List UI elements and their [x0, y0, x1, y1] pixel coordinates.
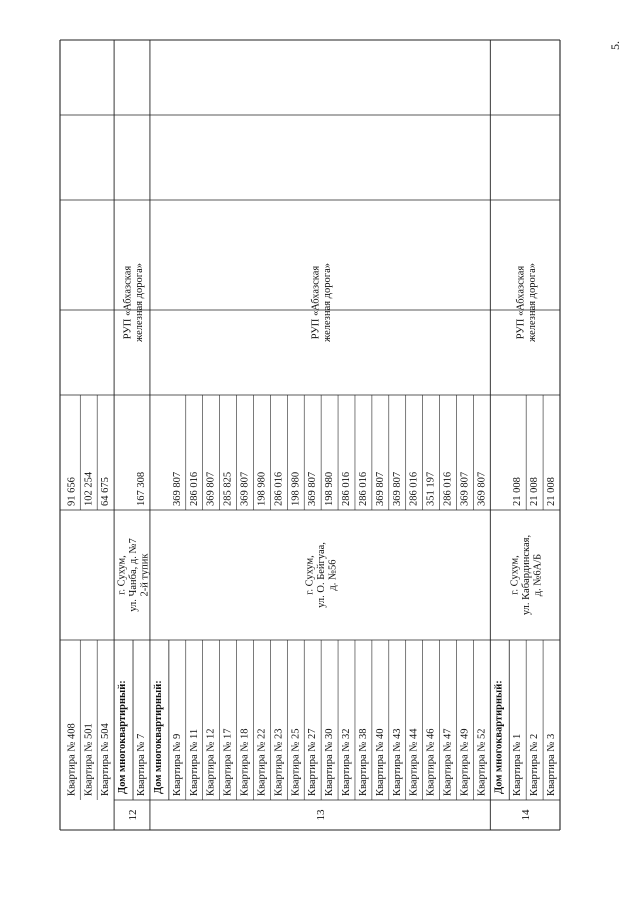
apartment-value: 286 016 [188, 471, 200, 506]
apartment-label: Квартира № 27 [307, 728, 319, 796]
apartment-label: Квартира № 3 [546, 733, 558, 796]
apartment-label: Квартира № 46 [425, 728, 437, 796]
address-line: г. Сухум, [116, 555, 128, 595]
apartment-value: 21 008 [512, 477, 524, 506]
apartment-value: 286 016 [408, 471, 420, 506]
organization-line: РУП «Абхазская [515, 265, 527, 340]
apartment-value: 21 008 [529, 477, 541, 506]
organization-line: РУП «Абхазская [122, 265, 134, 340]
apartment-label: Квартира № 22 [256, 728, 268, 796]
address-line: ул. О. Бейгуаа, [316, 542, 328, 608]
apartment-label: Квартира № 504 [100, 723, 112, 796]
apartment-value: 91 656 [66, 477, 78, 506]
organization-line: железная дорога» [526, 263, 538, 342]
apartment-label: Квартира № 1 [512, 733, 524, 796]
address-line: 2-й тупик [139, 553, 151, 597]
apartment-label: Квартира № 17 [222, 728, 234, 796]
apartment-label: Квартира № 40 [374, 728, 386, 796]
apartment-label: Квартира № 32 [341, 728, 353, 796]
apartment-value: 369 807 [171, 471, 183, 506]
apartment-label: Квартира № 408 [66, 723, 78, 796]
apartment-label: Квартира № 30 [324, 728, 336, 796]
section-number: 13 [315, 809, 328, 821]
apartment-value: 198 980 [256, 471, 268, 506]
apartment-value: 21 008 [546, 477, 558, 506]
apartment-value: 285 825 [222, 471, 234, 506]
organization-line: железная дорога» [321, 263, 333, 342]
apartment-label: Квартира № 18 [239, 728, 251, 796]
apartment-label: Квартира № 25 [290, 728, 302, 796]
apartment-value: 286 016 [442, 471, 454, 506]
apartment-value: 64 675 [100, 477, 112, 506]
apartment-label: Квартира № 23 [273, 728, 285, 796]
apartment-value: 286 016 [341, 471, 353, 506]
organization-line: РУП «Абхазская [310, 265, 322, 340]
apartment-value: 198 980 [290, 471, 302, 506]
apartment-label: Квартира № 38 [357, 728, 369, 796]
apartment-value: 369 807 [476, 471, 488, 506]
apartment-label: Квартира № 9 [171, 733, 183, 796]
section-number: 12 [127, 809, 140, 821]
apartment-label: Квартира № 2 [529, 733, 541, 796]
address-line: г. Сухум, [509, 555, 521, 595]
section-header: Дом многоквартирный: [117, 680, 129, 794]
apartment-value: 286 016 [357, 471, 369, 506]
apartment-label: Квартира № 52 [476, 728, 488, 796]
apartment-label: Квартира № 43 [391, 728, 403, 796]
section-header: Дом многоквартирный: [493, 680, 505, 794]
apartment-value: 369 807 [459, 471, 471, 506]
apartment-label: Квартира № 7 [136, 733, 148, 796]
address-line: г. Сухум, [304, 555, 316, 595]
apartment-value: 198 980 [324, 471, 336, 506]
apartment-value: 369 807 [391, 471, 403, 506]
address-line: д. №6А/Б [532, 553, 544, 597]
apartment-label: Квартира № 49 [459, 728, 471, 796]
address-line: ул. Кабардинская, [521, 534, 533, 616]
address-line: д. №56 [327, 559, 339, 591]
apartment-label: Квартира № 47 [442, 728, 454, 796]
apartment-label: Квартира № 44 [408, 728, 420, 796]
apartment-value: 369 807 [205, 471, 217, 506]
apartment-value: 369 807 [374, 471, 386, 506]
apartment-value: 286 016 [273, 471, 285, 506]
apartment-value: 369 807 [239, 471, 251, 506]
address-line: ул. Чанба, д. №7 [128, 538, 140, 612]
organization-line: железная дорога» [133, 263, 145, 342]
apartment-value: 369 807 [307, 471, 319, 506]
table-grid [60, 40, 560, 830]
page-number: 5. [608, 41, 622, 50]
apartment-label: Квартира № 12 [205, 728, 217, 796]
apartment-value: 351 197 [425, 471, 437, 506]
apartment-label: Квартира № 501 [83, 723, 95, 796]
apartment-value: 102 254 [83, 471, 95, 506]
table-text [66, 263, 557, 821]
section-number: 14 [520, 809, 533, 821]
apartment-label: Квартира № 11 [188, 728, 200, 796]
apartment-value: 167 308 [136, 471, 148, 506]
section-header: Дом многоквартирный: [152, 680, 164, 794]
